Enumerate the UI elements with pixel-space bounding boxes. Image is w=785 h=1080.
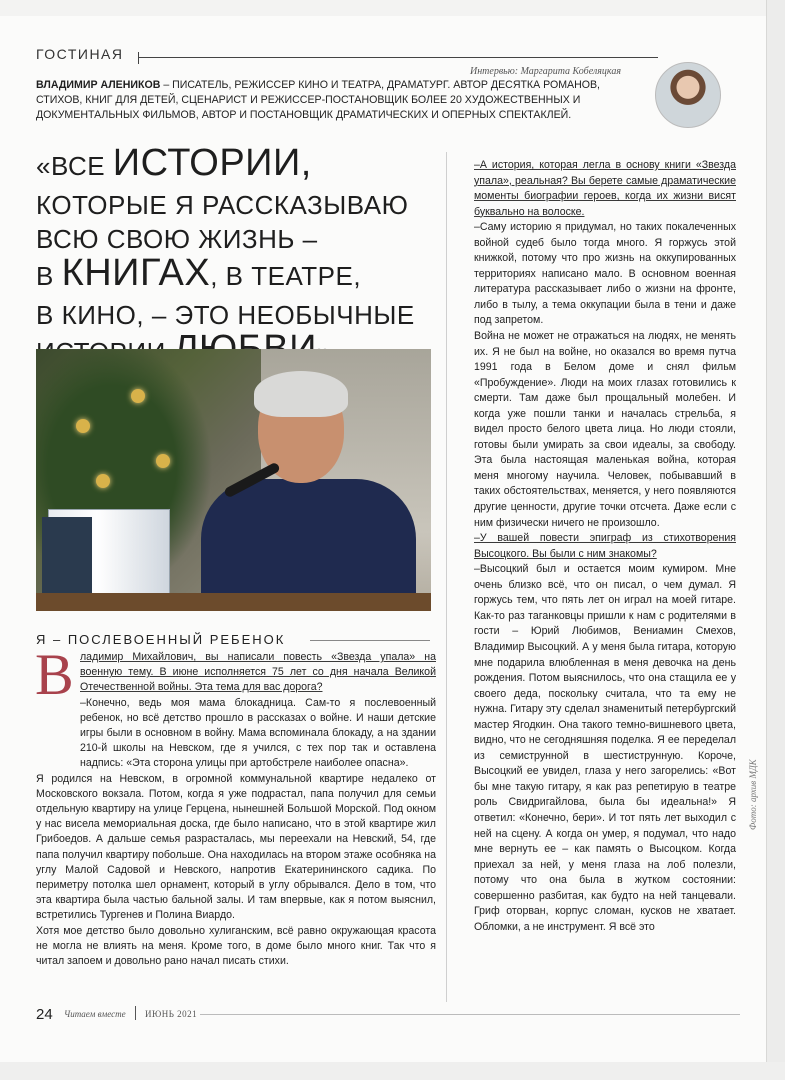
tree-ornament (76, 419, 90, 433)
photo-credit: Фото: архив МДК (748, 759, 758, 830)
question-text: –У вашей повести эпиграф из стихотворения Высоцкого. Вы были с ним знакомы? (474, 532, 736, 560)
question-text: –А история, которая легла в основу книги «Звезда упала», реальная? Вы берете самые драматические моменты биографии героев, когда их жизни висят буквально на волоске. (474, 159, 736, 218)
scan-edge-bottom (0, 1062, 785, 1080)
author-hair (254, 371, 348, 417)
headline-line-1 (36, 142, 456, 188)
answer-1: –Конечно, ведь моя мама блокадница. Сам-то я послевоенный ребенок, но всё детство прошло в рассказах о войне. И наши детские игры были в основном в войну. Мама вспоминала блокаду, а на здании 210-й школы на Невском, где я учился, с тех пор так и оставлена надпись: «Эта сторона улицы при артобстреле наиболее опасна». (80, 696, 436, 770)
intro-text: – ПИСАТЕЛЬ, РЕЖИССЕР КИНО И ТЕАТРА, ДРАМАТУРГ. АВТОР ДЕСЯТКА РОМАНОВ, СТИХОВ, КНИГ ДЛЯ ДЕТЕЙ, СЦЕНАРИСТ И РЕЖИССЕР-ПОСТАНОВЩИК БОЛЕЕ 20 ХУДОЖЕСТВЕННЫХ И ДОКУМЕНТАЛЬНЫХ ФИЛЬМОВ, АВТОР И ПОСТАНОВЩИК ДРАМАТИЧЕСКИХ И ОПЕРНЫХ СПЕКТАКЛЕЙ. (36, 79, 600, 121)
intro-paragraph (36, 78, 636, 123)
headline-line-5: В КИНО, – ЭТО НЕОБЫЧНЫЕ (36, 300, 415, 330)
magazine-name: Читаем вместе (64, 1009, 126, 1019)
paragraph-3: Хотя мое детство было довольно хулиганским, всё равно окружающая красота не могла не влиять на меня. Кроме того, в доме было много книг. Так что я читал запоем и довольно рано начал писать стихи. (36, 924, 436, 968)
column-divider (446, 152, 447, 1002)
paragraph-2: Я родился на Невском, в огромной коммунальной квартире недалеко от Московского вокзала. Потом, когда я уже подрастал, папа получил для семьи отдельную квартиру на улице Герцена, нынешней Большой Морской. Под окном у нас висела мемориальная доска, где было написано, что в этой квартире жил Грибоедов. А дальше семья разрасталась, мы переехали на Невский, 54, где папа получил квартиру побольше. Она находилась на втором этаже особняка на углу Малой Садовой и Невского, напротив Екатерининского садика. По периметру потолка шел орнамент, который в углу обрывался. Дело в том, что эта квартира была частью бальной залы. И там впервые, как я потом выяснил, встретились Тургенев и Полина Виардо. (36, 772, 436, 922)
subheading: Я – ПОСЛЕВОЕННЫЙ РЕБЕНОК (36, 632, 286, 647)
paragraph-4: Война не может не отражаться на людях, не менять их. Я не был на войне, но оказался во время путча 1991 года в Белом доме и снял фильм «Пробуждение». Люди на моих глазах готовились к смерти. Там даже был прощальный молебен. И когда уже пошли танки и началась стрельба, я видел просто белого цвета лица. Но люди стояли, готовы были умирать за свои идеалы, за свободу. Эта была настоящая маленькая война, которая меня многому научила. Человек, побывавший в таких обстоятельствах, меняется, у него появляются другие ценности, другие точки отсчета. Даже если с ним физически ничего не произошло. (474, 330, 736, 529)
subheading-rule (310, 640, 430, 641)
book-cover (42, 517, 92, 595)
issue-date: ИЮНЬ 2021 (145, 1009, 198, 1019)
right-column (474, 158, 736, 935)
header-divider (138, 52, 139, 64)
footer-divider (135, 1006, 136, 1020)
headline-part: В (36, 261, 62, 291)
intro-name: ВЛАДИМИР АЛЕНИКОВ (36, 79, 161, 91)
author-photo (36, 349, 431, 611)
drop-cap: В (35, 642, 74, 707)
interviewer-avatar (655, 62, 721, 128)
left-column (36, 650, 436, 969)
scan-edge-right (766, 0, 785, 1080)
headline-line-3: ВСЮ СВОЮ ЖИЗНЬ – (36, 224, 318, 254)
tree-ornament (156, 454, 170, 468)
tree-ornament (131, 389, 145, 403)
interview-credit: Интервью: Маргарита Кобеляцкая (470, 66, 621, 77)
author-figure (201, 479, 416, 611)
question-text: ладимир Михайлович, вы написали повесть «Звезда упала» на военную тему. В июне исполняется 75 лет со дня начала Великой Отечественной войны. Эта тема для вас дорога? (80, 651, 436, 694)
question-3 (474, 531, 736, 562)
headline-part: КНИГАХ (61, 252, 211, 294)
section-label: ГОСТИНАЯ (36, 46, 124, 62)
headline-part: ИСТОРИИ, (112, 142, 312, 184)
answer-3: –Высоцкий был и остается моим кумиром. Мне очень близко всё, что он писал, о чем думал. Я горжусь тем, что пять лет он играл на моей гитаре. Как-то раз таганковцы пришли к нам с родителями в гости – Юрий Любимов, Вениамин Смехов, Владимир Высоцкий. А у меня была гитара, которую мне подарила влюбленная в меня девочка на день рождения. Потом выяснилось, что она стащила ее у своего деда, поскольку считала, что та ему не нужна. Гитару эту сделал знаменитый петербургский мастер Ягодкин. Она такого темно-вишневого цвета, видно, что не сегодняшняя поделка. Я ее переделал из семиструнной в шестиструнную. Короче, Высоцкий ее увидел, глаза у него загорелись: «Вот бы мне такую гитару, я как раз репетирую в театре роль Свидригайлова, была бы идеальна!» Я ответил: «Конечно, бери». И тот пять лет выходил с ней на сцену. А когда он умер, я подумал, что надо мне вернуть ее – как память о Высоцком. Когда приехал за ней, у меня глаза на лоб полезли, потому что она была в жутком состоянии: совершенно разбитая, как будто на ней танцевали. Гриф оторван, корпус сломан, кусков не хватает. Обломки, а не инструмент. Я всё это (474, 563, 736, 933)
tree-ornament (96, 474, 110, 488)
question-1 (36, 650, 436, 696)
headline-part: «ВСЕ (36, 151, 113, 181)
answer-2: –Саму историю я придумал, но таких покалеченных войной судеб было тогда много. Я горжусь этой книжкой, потому что про жизнь на оккупированных территориях написано мало. В основном военная литература рассказывает либо о жизни на фронте, либо в тылу, а тема оккупации была в тени и даже под запретом. (474, 221, 736, 327)
header-rule (138, 57, 658, 58)
headline-line-4 (36, 252, 456, 298)
footer-rule (200, 1014, 740, 1015)
headline-part: , В ТЕАТРЕ, (210, 261, 362, 291)
question-2 (474, 158, 736, 220)
scan-edge-top (0, 0, 785, 16)
headline-quote (36, 142, 456, 374)
headline-line-2: КОТОРЫЕ Я РАССКАЗЫВАЮ (36, 190, 409, 220)
page-number: 24 (36, 1006, 53, 1023)
table (36, 593, 431, 611)
